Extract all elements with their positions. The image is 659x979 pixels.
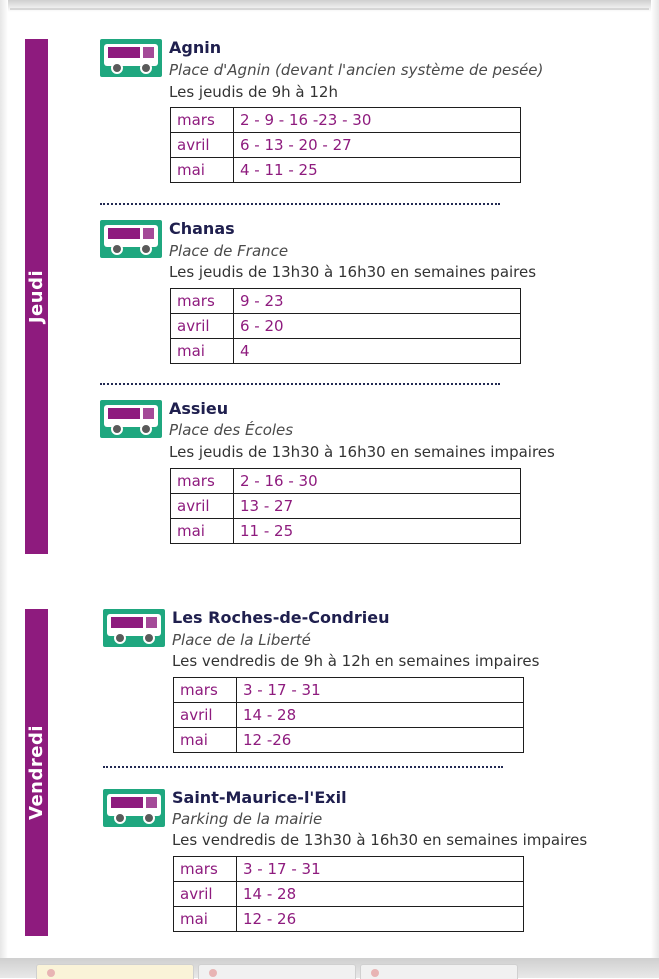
dates-cell: 14 - 28 [237, 703, 524, 728]
left-shadow [0, 0, 8, 978]
table-row [171, 158, 521, 183]
stop-name: Chanas [169, 219, 235, 238]
stop-place: Parking de la mairie [172, 810, 323, 828]
day-label-jeudi: Jeudi [26, 269, 47, 324]
table-row [171, 289, 521, 314]
table-row [174, 703, 524, 728]
schedule-table [170, 107, 521, 183]
tab-icon [47, 969, 55, 977]
table-row [174, 907, 524, 932]
dates-cell: 3 - 17 - 31 [237, 678, 524, 703]
table-row [174, 728, 524, 753]
table-row [171, 339, 521, 364]
month-cell: avril [171, 314, 234, 339]
stop-place: Place de France [169, 242, 289, 260]
table-row [174, 882, 524, 907]
dotted-divider [100, 383, 500, 385]
stop-place: Place des Écoles [169, 421, 294, 439]
month-cell: avril [171, 133, 234, 158]
stop-name: Agnin [169, 38, 222, 57]
bottom-tab[interactable] [198, 964, 356, 979]
van-icon [103, 789, 165, 827]
dotted-divider [100, 203, 500, 205]
tab-icon [209, 969, 217, 977]
month-cell: mars [171, 108, 234, 133]
van-icon [100, 39, 162, 77]
schedule-table [170, 288, 521, 364]
day-band-vendredi [25, 609, 48, 936]
table-row [171, 519, 521, 544]
dotted-divider [103, 766, 503, 768]
stop-hours: Les jeudis de 9h à 12h [169, 83, 338, 101]
month-cell: mars [171, 469, 234, 494]
table-row [174, 678, 524, 703]
table-row [171, 314, 521, 339]
table-row [171, 494, 521, 519]
month-cell: mai [174, 907, 237, 932]
right-shadow [651, 0, 659, 978]
top-shadow [0, 0, 659, 12]
month-cell: mai [171, 519, 234, 544]
table-row [171, 108, 521, 133]
van-icon [100, 220, 162, 258]
dates-cell: 6 - 13 - 20 - 27 [234, 133, 521, 158]
stop-place: Place de la Liberté [172, 631, 311, 649]
dates-cell: 3 - 17 - 31 [237, 857, 524, 882]
top-border [10, 8, 649, 10]
table-row [171, 133, 521, 158]
stop-name: Les Roches-de-Condrieu [172, 608, 390, 627]
month-cell: mars [174, 857, 237, 882]
dates-cell: 2 - 16 - 30 [234, 469, 521, 494]
dates-cell: 11 - 25 [234, 519, 521, 544]
stop-name: Assieu [169, 399, 229, 418]
month-cell: mars [171, 289, 234, 314]
stop-place: Place d'Agnin (devant l'ancien système de pesée) [169, 61, 544, 79]
dates-cell: 2 - 9 - 16 -23 - 30 [234, 108, 521, 133]
bottom-tab[interactable] [360, 964, 518, 979]
stop-hours: Les vendredis de 9h à 12h en semaines impaires [172, 652, 540, 670]
month-cell: avril [171, 494, 234, 519]
dates-cell: 12 -26 [237, 728, 524, 753]
month-cell: mars [174, 678, 237, 703]
stop-hours: Les jeudis de 13h30 à 16h30 en semaines paires [169, 263, 537, 281]
dates-cell: 13 - 27 [234, 494, 521, 519]
schedule-table [173, 856, 524, 932]
month-cell: mai [174, 728, 237, 753]
month-cell: mai [171, 158, 234, 183]
month-cell: mai [171, 339, 234, 364]
dates-cell: 9 - 23 [234, 289, 521, 314]
schedule-table [170, 468, 521, 544]
dates-cell: 4 [234, 339, 521, 364]
month-cell: avril [174, 882, 237, 907]
bottom-tab[interactable] [36, 964, 194, 979]
van-icon [103, 609, 165, 647]
table-row [174, 857, 524, 882]
dates-cell: 4 - 11 - 25 [234, 158, 521, 183]
dates-cell: 6 - 20 [234, 314, 521, 339]
dates-cell: 12 - 26 [237, 907, 524, 932]
dates-cell: 14 - 28 [237, 882, 524, 907]
day-band-jeudi [25, 39, 48, 554]
day-label-vendredi: Vendredi [26, 725, 47, 820]
tab-icon [371, 969, 379, 977]
schedule-table [173, 677, 524, 753]
table-row [171, 469, 521, 494]
stop-hours: Les vendredis de 13h30 à 16h30 en semaines impaires [172, 831, 588, 849]
month-cell: avril [174, 703, 237, 728]
stop-name: Saint-Maurice-l'Exil [172, 788, 347, 807]
van-icon [100, 400, 162, 438]
stop-hours: Les jeudis de 13h30 à 16h30 en semaines impaires [169, 443, 555, 461]
